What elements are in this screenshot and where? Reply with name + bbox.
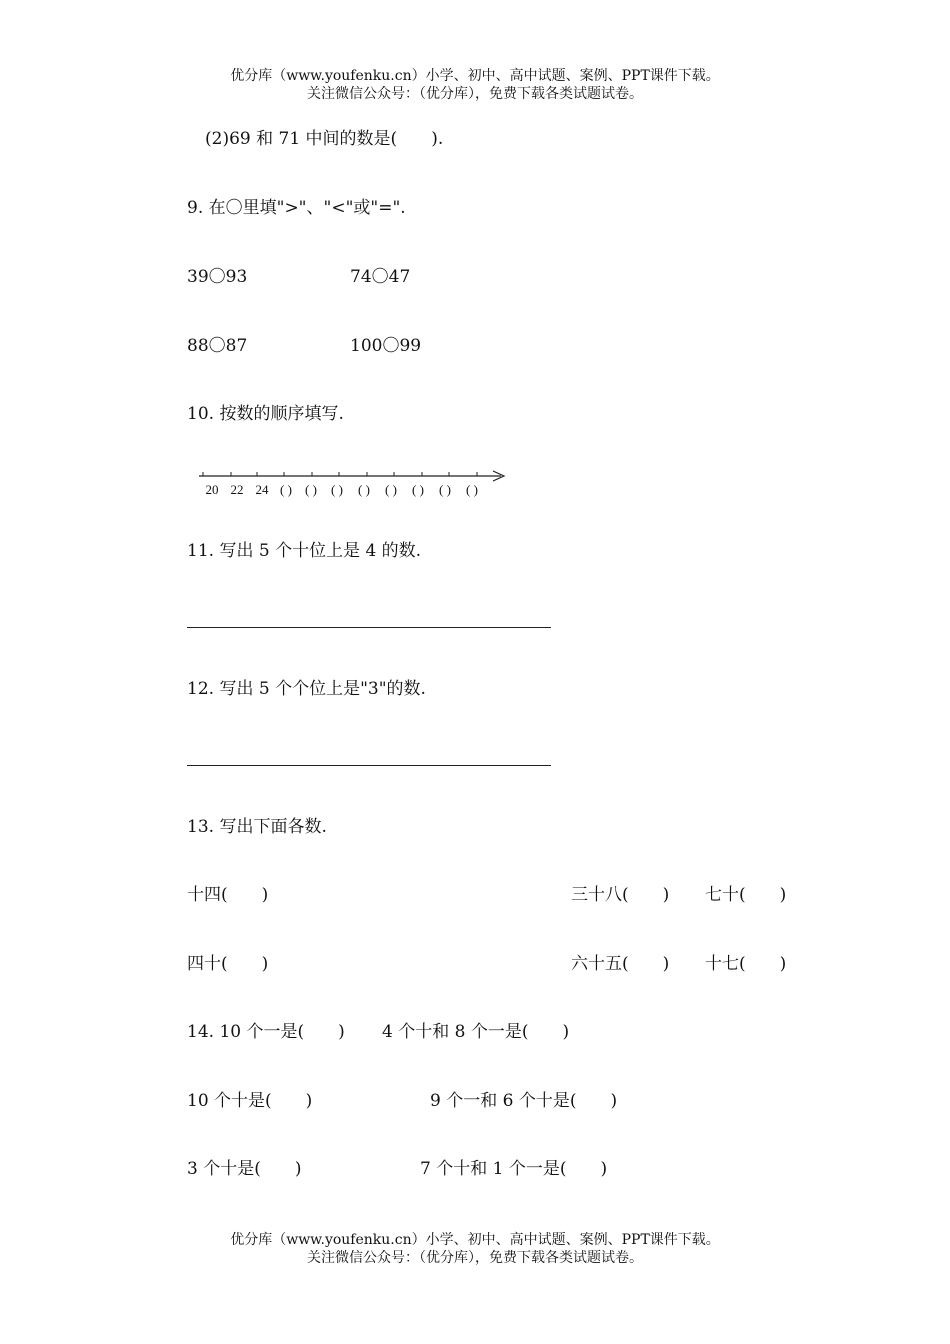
q13-prompt: 13. 写出下面各数. [187,817,327,837]
tick-label-2: 24 [255,482,269,497]
q13-item-3: 七十( ) [705,885,787,905]
q13-item-5: 六十五( ) [571,954,670,974]
q13-item-6: 十七( ) [705,954,787,974]
tick-label-0: 20 [205,482,219,497]
q14-item-3: 10 个十是( ) [187,1091,313,1111]
tick-label-9: ( ) [439,482,451,497]
footer-line-2: 关注微信公众号：（优分库），免费下载各类试题试卷。 [307,1250,643,1266]
q13-item-1: 十四( ) [187,885,269,905]
q12-prompt: 12. 写出 5 个个位上是"3"的数. [187,679,426,699]
tick-label-7: ( ) [385,482,397,497]
q14-item-4: 9 个一和 6 个十是( ) [430,1091,618,1111]
q9-item-3: 88〇87 [187,336,248,356]
tick-label-6: ( ) [358,482,370,497]
q14-item-1: 14. 10 个一是( ) [187,1022,345,1042]
header-line-2: 关注微信公众号：（优分库），免费下载各类试题试卷。 [307,86,643,102]
tick-label-10: ( ) [466,482,478,497]
tick-label-1: 22 [230,482,244,497]
tick-label-4: ( ) [305,482,317,497]
q8-part2: (2)69 和 71 中间的数是( ). [205,129,444,149]
number-line [195,466,515,502]
q13-item-4: 四十( ) [187,954,269,974]
q13-item-2: 三十八( ) [571,885,670,905]
q14-item-6: 7 个十和 1 个一是( ) [420,1159,608,1179]
footer-line-1: 优分库（www.youfenku.cn）小学、初中、高中试题、案例、PPT课件下载。 [230,1232,720,1248]
q9-prompt: 9. 在〇里填">"、"<"或"=". [187,198,406,218]
tick-label-3: ( ) [280,482,292,497]
q12-answer-line [187,765,551,766]
q9-item-4: 100〇99 [350,336,422,356]
q11-answer-line [187,627,551,628]
q11-prompt: 11. 写出 5 个十位上是 4 的数. [187,541,422,561]
tick-label-5: ( ) [331,482,343,497]
q10-prompt: 10. 按数的顺序填写. [187,404,344,424]
q9-item-1: 39〇93 [187,267,248,287]
q9-item-2: 74〇47 [350,267,411,287]
q14-item-2: 4 个十和 8 个一是( ) [382,1022,570,1042]
tick-label-8: ( ) [412,482,424,497]
header-line-1: 优分库（www.youfenku.cn）小学、初中、高中试题、案例、PPT课件下载。 [230,68,720,84]
page-footer [0,1231,950,1267]
page-header [0,67,950,103]
q14-item-5: 3 个十是( ) [187,1159,302,1179]
